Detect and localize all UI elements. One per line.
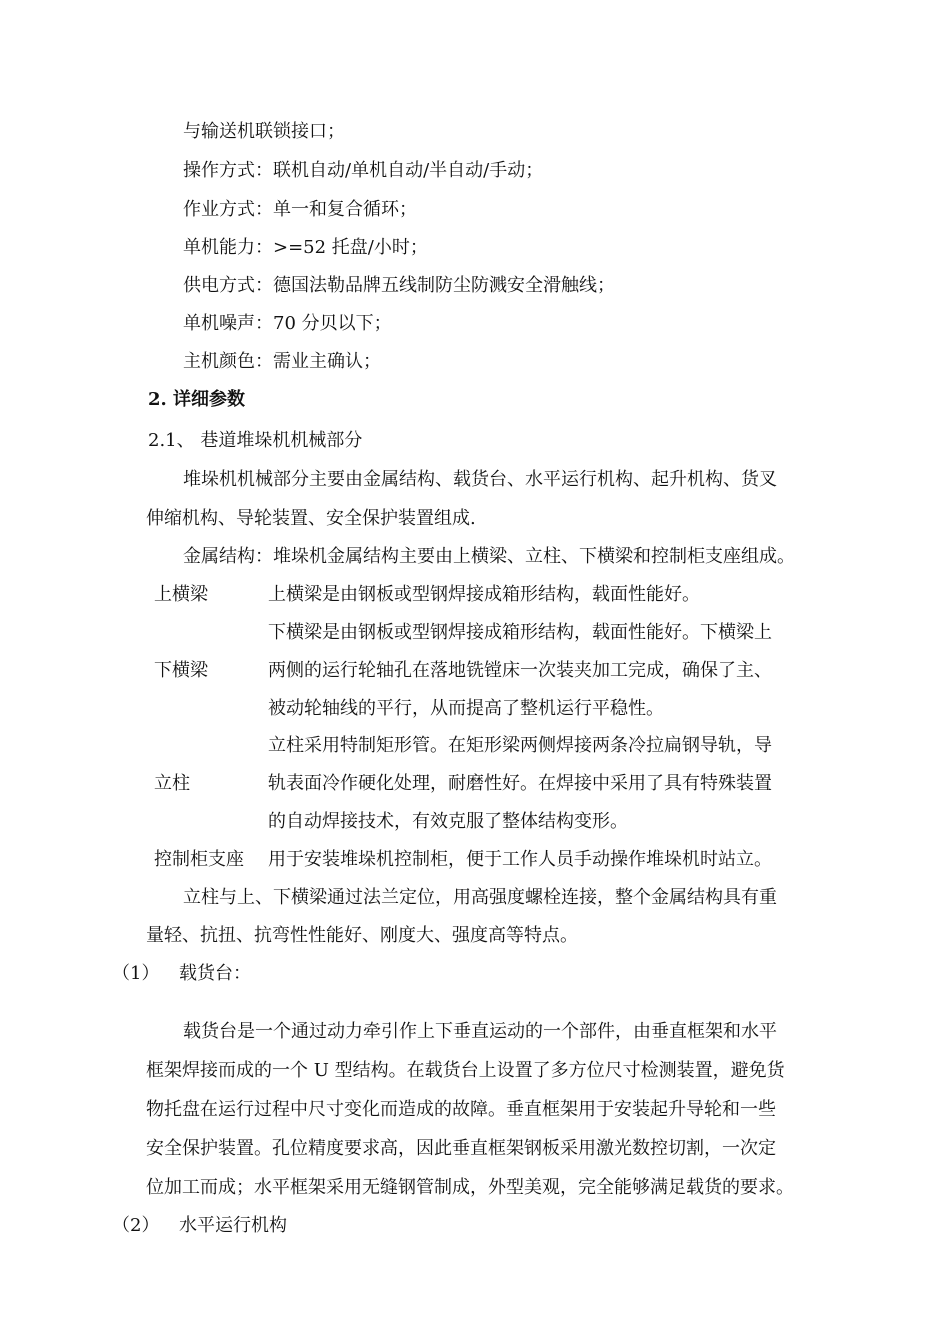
section-2-1-heading: 2.1、 巷道堆垛机机械部分 (148, 430, 363, 451)
table-label-upper-beam: 上横梁 (154, 584, 208, 605)
spec-line: 与输送机联锁接口； (183, 121, 345, 142)
section-2-heading: 2. 详细参数 (148, 389, 246, 410)
intro-para-line: 堆垛机机械部分主要由金属结构、载货台、水平运行机构、起升机构、货叉 (183, 469, 777, 490)
table-text: 下横梁是由钢板或型钢焊接成箱形结构，载面性能好。下横梁上 (268, 622, 772, 643)
table-text: 两侧的运行轮轴孔在落地铣镗床一次装夹加工完成，确保了主、 (268, 660, 772, 681)
carrier-para-line: 安全保护装置。孔位精度要求高，因此垂直框架钢板采用激光数控切割，一次定 (146, 1138, 776, 1159)
table-text: 立柱采用特制矩形管。在矩形梁两侧焊接两条冷拉扁钢导轨，导 (268, 735, 772, 756)
spec-line: 操作方式：联机自动/单机自动/半自动/手动； (183, 160, 544, 181)
table-text: 用于安装堆垛机控制柜，便于工作人员手动操作堆垛机时站立。 (268, 849, 772, 870)
table-label-column: 立柱 (154, 773, 190, 794)
intro-para-line: 伸缩机构、导轮装置、安全保护装置组成. (146, 508, 476, 529)
connection-para-line: 量轻、抗扭、抗弯性性能好、刚度大、强度高等特点。 (146, 925, 578, 946)
table-text: 轨表面冷作硬化处理，耐磨性好。在焊接中采用了具有特殊装置 (268, 773, 772, 794)
item-1-title: 载货台： (179, 963, 251, 984)
connection-para-line: 立柱与上、下横梁通过法兰定位，用高强度螺栓连接，整个金属结构具有重 (183, 887, 777, 908)
carrier-para-line: 框架焊接而成的一个 U 型结构。在载货台上设置了多方位尺寸检测装置，避免货 (146, 1060, 785, 1081)
item-2-number: （2） (112, 1215, 160, 1236)
table-label-lower-beam: 下横梁 (154, 660, 208, 681)
table-text: 被动轮轴线的平行，从而提高了整机运行平稳性。 (268, 698, 664, 719)
metal-structure-line: 金属结构：堆垛机金属结构主要由上横梁、立柱、下横梁和控制柜支座组成。 (183, 546, 795, 567)
item-2-title: 水平运行机构 (179, 1215, 287, 1236)
spec-line: 单机能力：>=52 托盘/小时； (183, 237, 428, 258)
table-text: 上横梁是由钢板或型钢焊接成箱形结构，载面性能好。 (268, 584, 700, 605)
carrier-para-line: 载货台是一个通过动力牵引作上下垂直运动的一个部件，由垂直框架和水平 (183, 1021, 777, 1042)
carrier-para-line: 物托盘在运行过程中尺寸变化而造成的故障。垂直框架用于安装起升导轮和一些 (146, 1099, 776, 1120)
table-label-cabinet-support: 控制柜支座 (154, 849, 244, 870)
carrier-para-line: 位加工而成；水平框架采用无缝钢管制成，外型美观，完全能够满足载货的要求。 (146, 1177, 794, 1198)
spec-line: 单机噪声：70 分贝以下； (183, 313, 392, 334)
table-text: 的自动焊接技术，有效克服了整体结构变形。 (268, 811, 628, 832)
spec-line: 供电方式：德国法勒品牌五线制防尘防溅安全滑触线； (183, 275, 615, 296)
item-1-number: （1） (112, 963, 160, 984)
spec-line: 作业方式：单一和复合循环； (183, 199, 417, 220)
spec-line: 主机颜色：需业主确认； (183, 351, 381, 372)
